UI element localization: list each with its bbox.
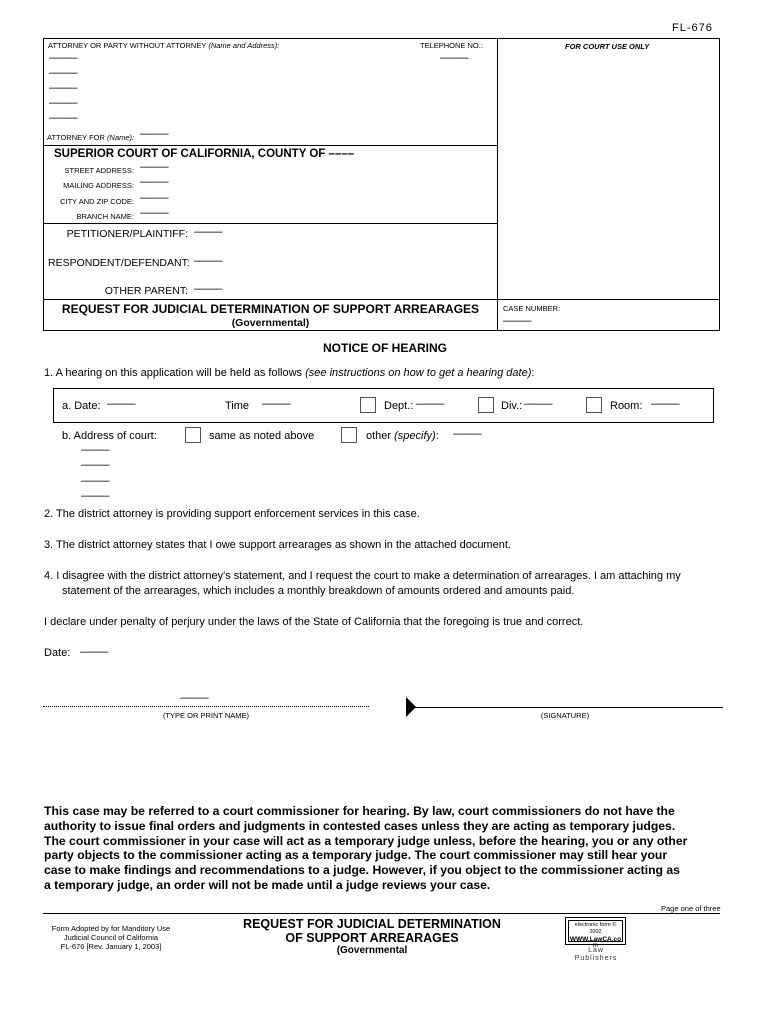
item-4-line2: statement of the arrearages, which includes a monthly breakdown of amounts ordered and amounts paid.	[62, 585, 575, 597]
notice-line: authority to issue final orders and judgments in contested cases unless they are acting as temporary judges.	[44, 818, 676, 833]
attorney-name-field[interactable]: –––––	[49, 52, 78, 64]
other-parent-label: OTHER PARENT:	[104, 285, 188, 297]
mailing-field[interactable]: –––––	[140, 176, 169, 188]
commissioner-notice	[44, 804, 724, 893]
branch-field[interactable]: –––––	[140, 207, 169, 219]
notice-heading: NOTICE OF HEARING	[322, 341, 447, 355]
footer-title	[222, 917, 522, 956]
branch-label: BRANCH NAME:	[76, 212, 134, 221]
publisher-name	[556, 947, 636, 963]
document-title: REQUEST FOR JUDICIAL DETERMINATION OF SUPPORT ARREARAGES	[61, 302, 480, 316]
city-label: CITY AND ZIP CODE:	[60, 197, 134, 206]
notice-line: case to make findings and recommendations to a judge. However, if you object to the commissioner acting as	[44, 863, 680, 878]
adopted-line: Judicial Council of California	[63, 933, 159, 942]
adopted-line: Form Adopted by for Manditory Use	[51, 924, 171, 933]
logo-line: 2002	[589, 929, 602, 935]
court-use-label: FOR COURT USE ONLY	[565, 42, 650, 51]
footer-rule	[43, 913, 720, 914]
attorney-address-field[interactable]: –––––	[49, 97, 78, 109]
street-label: STREET ADDRESS:	[64, 166, 134, 175]
respondent-label: RESPONDENT/DEFENDANT:	[48, 257, 190, 269]
room-label: Room:	[610, 400, 643, 412]
type-name-label: (TYPE OR PRINT NAME)	[162, 711, 250, 720]
same-as-checkbox[interactable]	[185, 427, 201, 443]
logo-line: WWW.LawCA.co	[569, 936, 622, 943]
publisher-line: Law	[588, 947, 604, 954]
notice-line: This case may be referred to a court commissioner for hearing. By law, court commissioners do not have the	[44, 804, 675, 818]
item-2: 2. The district attorney is providing support enforcement services in this case.	[44, 508, 420, 520]
div-field[interactable]: –––––	[524, 398, 553, 410]
other-address-field[interactable]: –––––	[453, 428, 482, 440]
logo-line: electronic form ©	[574, 922, 617, 928]
item-3: 3. The district attorney states that I owe support arrearages as shown in the attached document.	[44, 539, 511, 551]
adopted-line: FL-676 [Rev. January 1, 2003]	[60, 942, 162, 951]
court-address-field[interactable]: –––––	[81, 475, 110, 487]
divider	[43, 299, 720, 300]
footer-title-line: (Governmental	[336, 945, 408, 956]
case-number-label: CASE NUMBER:	[503, 304, 561, 313]
footer-title-line: OF SUPPORT ARREARAGES	[285, 931, 459, 945]
other-address-label: other (specify):	[366, 430, 439, 442]
room-field[interactable]: –––––	[651, 398, 680, 410]
time-label: Time	[225, 400, 250, 412]
printed-name-field[interactable]: –––––	[180, 692, 209, 704]
respondent-field[interactable]: –––––	[194, 255, 223, 267]
page-number: Page one of three	[661, 904, 721, 913]
attorney-for-field[interactable]: –––––	[140, 128, 169, 140]
court-address-field[interactable]: –––––	[81, 459, 110, 471]
dept-checkbox[interactable]	[360, 397, 376, 413]
divider	[43, 145, 498, 146]
hearing-time-field[interactable]: –––––	[262, 398, 291, 410]
form-number: FL-676	[672, 22, 713, 34]
declaration-date-field[interactable]: –––––	[80, 646, 109, 658]
street-field[interactable]: –––––	[140, 161, 169, 173]
adopted-by	[43, 924, 179, 951]
dept-label: Dept.:	[384, 400, 414, 412]
document-subtitle: (Governmental)	[231, 317, 310, 329]
city-field[interactable]: –––––	[140, 192, 169, 204]
mailing-label: MAILING ADDRESS:	[63, 181, 134, 190]
hearing-date-field[interactable]: –––––	[107, 398, 136, 410]
telephone-field[interactable]: –––––	[440, 52, 469, 64]
item-4-line1: 4. I disagree with the district attorney's statement, and I request the court to make a determination of arrearages. I am attaching my	[44, 570, 681, 582]
court-address-field[interactable]: –––––	[81, 444, 110, 456]
court-address-field[interactable]: –––––	[81, 490, 110, 502]
attorney-address-field[interactable]: –––––	[49, 67, 78, 79]
other-address-checkbox[interactable]	[341, 427, 357, 443]
date-label: a. Date:	[62, 400, 101, 412]
name-line	[43, 706, 369, 707]
declaration-date-label: Date:	[44, 647, 71, 659]
attorney-for-label: ATTORNEY FOR (Name):	[47, 133, 135, 142]
publisher-line: Publishers	[574, 955, 618, 962]
same-as-label: same as noted above	[209, 430, 315, 442]
div-checkbox[interactable]	[478, 397, 494, 413]
footer-title-line: REQUEST FOR JUDICIAL DETERMINATION	[243, 917, 501, 931]
attorney-address-field[interactable]: –––––	[49, 82, 78, 94]
case-number-field[interactable]: –––––	[503, 315, 532, 327]
petitioner-label: PETITIONER/PLAINTIFF:	[66, 228, 188, 240]
logo-text	[566, 922, 625, 943]
div-label: Div.:	[501, 400, 523, 412]
notice-line: The court commissioner in your case will act as a temporary judge unless, before the hearing, you or any other	[44, 833, 688, 848]
declaration: I declare under penalty of perjury under the laws of the State of California that the foregoing is true and correct.	[44, 616, 584, 628]
petitioner-field[interactable]: –––––	[194, 226, 223, 238]
notice-line: party objects to the commissioner acting as a temporary judge. The court commissioner may still hear your	[44, 848, 668, 863]
address-label: b. Address of court:	[62, 430, 157, 442]
attorney-label: ATTORNEY OR PARTY WITHOUT ATTORNEY (Name and Address):	[48, 41, 280, 50]
telephone-label: TELEPHONE NO.:	[420, 41, 483, 50]
divider	[43, 223, 498, 224]
dept-field[interactable]: –––––	[416, 398, 445, 410]
item-1: 1. A hearing on this application will be held as follows (see instructions on how to get a hearing date):	[44, 367, 535, 379]
caption-divider	[497, 38, 498, 331]
logo-suffix: m	[592, 942, 599, 949]
other-parent-field[interactable]: –––––	[194, 283, 223, 295]
court-title: SUPERIOR COURT OF CALIFORNIA, COUNTY OF ––––	[54, 148, 355, 160]
notice-line: a temporary judge, an order will not be made until a judge reviews your case.	[44, 877, 491, 892]
room-checkbox[interactable]	[586, 397, 602, 413]
attorney-address-field[interactable]: –––––	[49, 112, 78, 124]
signature-line[interactable]	[410, 707, 723, 708]
signature-label: (SIGNATURE)	[540, 711, 590, 720]
